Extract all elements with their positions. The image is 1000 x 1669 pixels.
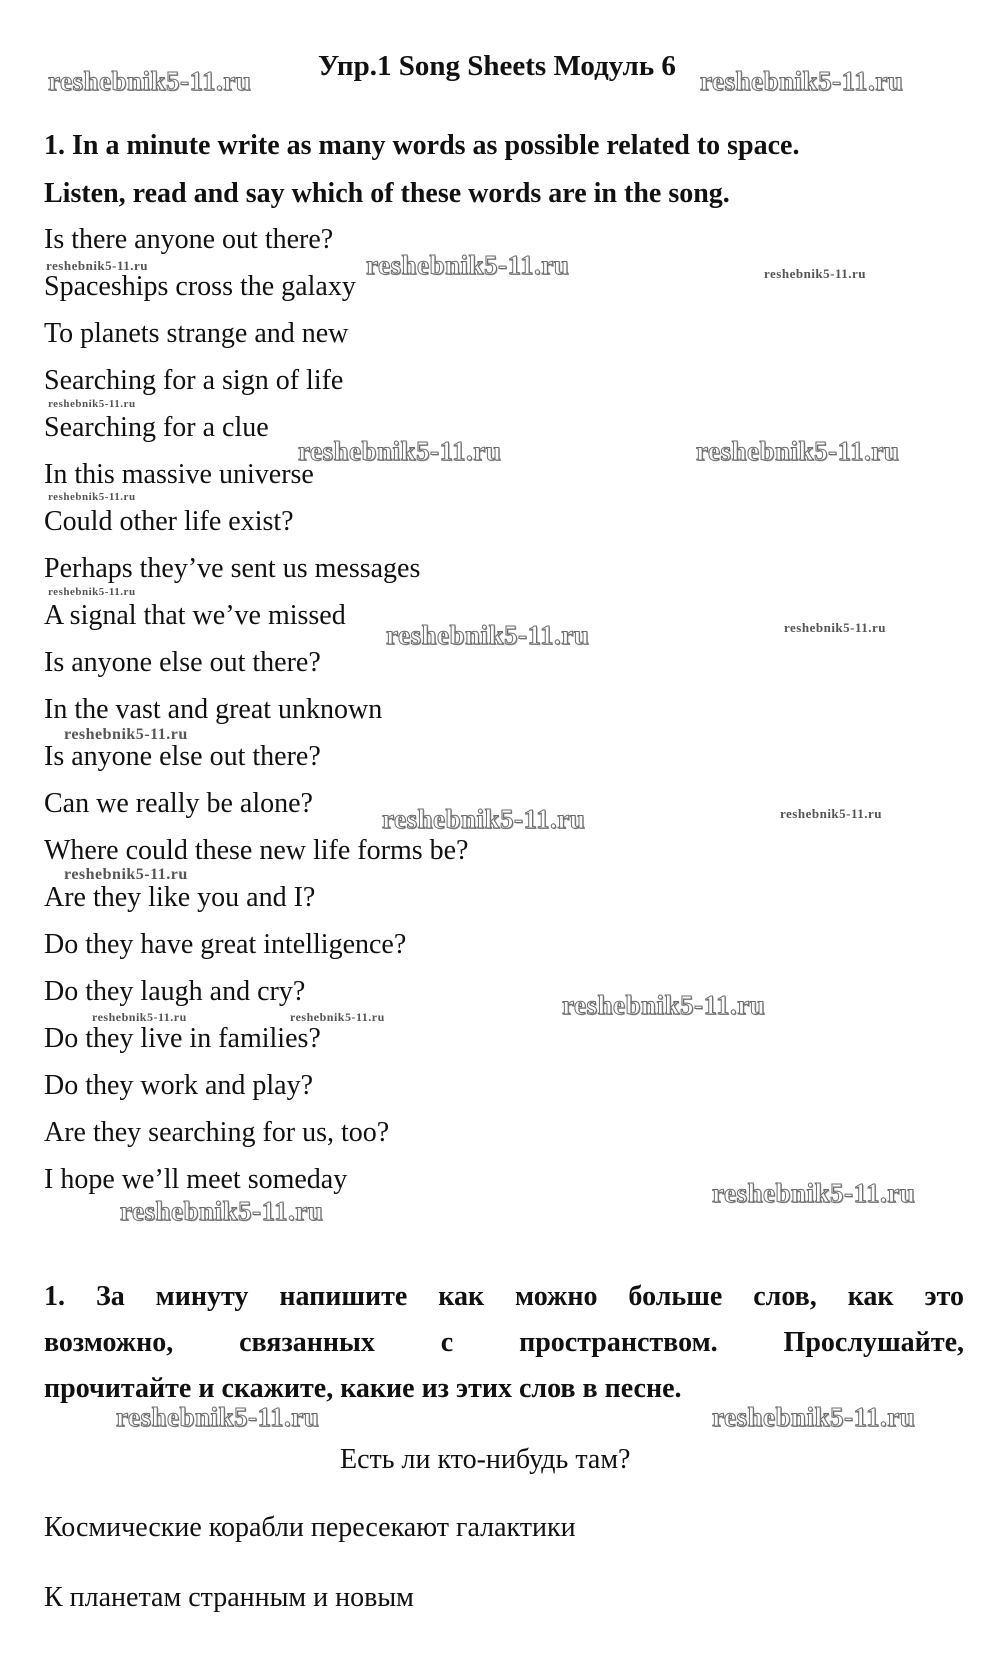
lyric-line-14: Where could these new life forms be? bbox=[44, 835, 469, 866]
lyric-line-1: Is there anyone out there? bbox=[44, 224, 334, 255]
watermark: reshebnik5-11.ru bbox=[700, 66, 904, 96]
lyric-ru-line-2: Космические корабли пересекают галактики bbox=[44, 1512, 576, 1543]
watermark: reshebnik5-11.ru bbox=[48, 398, 136, 410]
task-heading-ru-line-2: возможно, связанных с пространством. Прослушайте, bbox=[44, 1327, 964, 1358]
watermark: reshebnik5-11.ru bbox=[764, 266, 867, 281]
task-heading-en-line-2: Listen, read and say which of these words are in the song. bbox=[44, 178, 730, 209]
watermark: reshebnik5-11.ru bbox=[386, 620, 590, 650]
watermark: reshebnik5-11.ru bbox=[712, 1178, 916, 1208]
lyric-line-8: Perhaps they’ve sent us messages bbox=[44, 553, 421, 584]
task-heading-en-line-1: 1. In a minute write as many words as possible related to space. bbox=[44, 130, 800, 161]
watermark: reshebnik5-11.ru bbox=[48, 586, 136, 598]
watermark: reshebnik5-11.ru bbox=[366, 250, 570, 280]
lyric-line-2: Spaceships cross the galaxy bbox=[44, 271, 356, 302]
lyric-line-7: Could other life exist? bbox=[44, 506, 294, 537]
task-heading-ru-line-3: прочитайте и скажите, какие из этих слов в песне. bbox=[44, 1373, 682, 1404]
watermark: reshebnik5-11.ru bbox=[64, 726, 188, 743]
watermark: reshebnik5-11.ru bbox=[382, 804, 586, 834]
task-heading-ru-line-1: 1. За минуту напишите как можно больше слов, как это bbox=[44, 1281, 964, 1312]
lyric-line-10: Is anyone else out there? bbox=[44, 647, 321, 678]
lyric-line-17: Do they laugh and cry? bbox=[44, 976, 306, 1007]
watermark: reshebnik5-11.ru bbox=[116, 1402, 320, 1432]
watermark: reshebnik5-11.ru bbox=[120, 1196, 324, 1226]
lyric-line-6: In this massive universe bbox=[44, 459, 314, 490]
lyric-line-13: Can we really be alone? bbox=[44, 788, 313, 819]
lyric-line-5: Searching for a clue bbox=[44, 412, 269, 443]
watermark: reshebnik5-11.ru bbox=[92, 1010, 187, 1024]
watermark: reshebnik5-11.ru bbox=[298, 436, 502, 466]
lyric-line-4: Searching for a sign of life bbox=[44, 365, 344, 396]
watermark: reshebnik5-11.ru bbox=[780, 806, 883, 821]
watermark: reshebnik5-11.ru bbox=[46, 258, 149, 273]
lyric-line-11: In the vast and great unknown bbox=[44, 694, 383, 725]
watermark: reshebnik5-11.ru bbox=[696, 436, 900, 466]
lyric-line-12: Is anyone else out there? bbox=[44, 741, 321, 772]
task-heading-ru bbox=[44, 1274, 964, 1412]
watermark: reshebnik5-11.ru bbox=[64, 866, 188, 883]
lyric-ru-line-1: Есть ли кто-нибудь там? bbox=[340, 1444, 631, 1475]
watermark: reshebnik5-11.ru bbox=[712, 1402, 916, 1432]
lyric-line-21: I hope we’ll meet someday bbox=[44, 1164, 348, 1195]
lyric-line-15: Are they like you and I? bbox=[44, 882, 316, 913]
lyric-line-9: A signal that we’ve missed bbox=[44, 600, 346, 631]
lyric-line-3: To planets strange and new bbox=[44, 318, 349, 349]
lyric-line-18: Do they live in families? bbox=[44, 1023, 321, 1054]
lyric-ru-line-3: К планетам странным и новым bbox=[44, 1582, 414, 1613]
watermark: reshebnik5-11.ru bbox=[784, 620, 887, 635]
watermark: reshebnik5-11.ru bbox=[290, 1010, 385, 1024]
lyric-line-20: Are they searching for us, too? bbox=[44, 1117, 390, 1148]
watermark: reshebnik5-11.ru bbox=[48, 66, 252, 96]
watermark: reshebnik5-11.ru bbox=[562, 990, 766, 1020]
lyric-line-16: Do they have great intelligence? bbox=[44, 929, 407, 960]
lyric-line-19: Do they work and play? bbox=[44, 1070, 314, 1101]
watermark: reshebnik5-11.ru bbox=[48, 491, 136, 503]
page-title: Упр.1 Song Sheets Модуль 6 bbox=[318, 50, 676, 82]
